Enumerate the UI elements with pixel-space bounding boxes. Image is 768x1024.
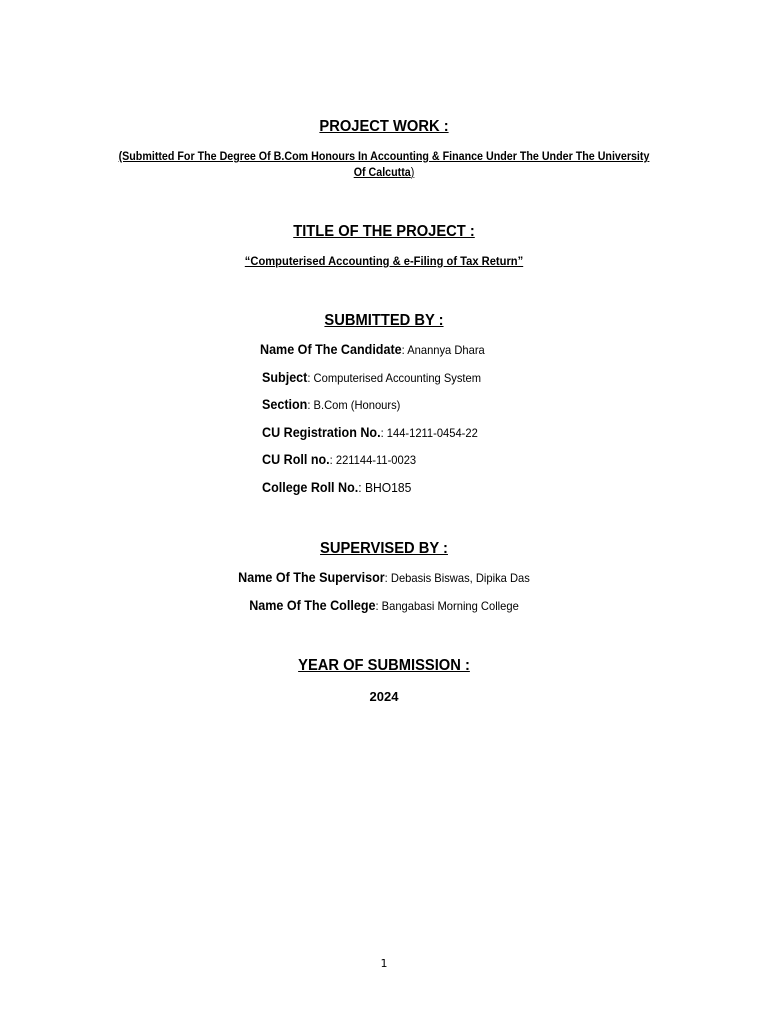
field-value: : BHO185 xyxy=(358,480,412,495)
field-value: : B.Com (Honours) xyxy=(307,398,401,412)
candidate-name-field xyxy=(260,342,485,357)
submission-year: 2024 xyxy=(369,689,399,704)
page-number: 1 xyxy=(380,957,388,970)
field-value: : 144-1211-0454-22 xyxy=(380,426,478,440)
cu-roll-field xyxy=(262,452,416,467)
college-line xyxy=(27,598,741,613)
cu-registration-field xyxy=(262,425,478,440)
section-field xyxy=(262,397,400,412)
subject-field xyxy=(262,370,481,385)
field-label: Subject xyxy=(262,370,308,385)
submitted-by-heading: SUBMITTED BY : xyxy=(324,312,444,329)
supervised-by-heading: SUPERVISED BY : xyxy=(320,540,448,557)
college-roll-field xyxy=(262,480,411,495)
supervisor-label: Name Of The Supervisor xyxy=(238,570,385,585)
field-value: : 221144-11-0023 xyxy=(329,453,417,467)
subtitle-line-2 xyxy=(109,165,660,181)
college-value: : Bangabasi Morning College xyxy=(375,599,519,613)
subtitle-line-2-text: Of Calcutta xyxy=(353,167,411,179)
field-label: Section xyxy=(262,397,308,412)
field-label: College Roll No. xyxy=(262,480,359,495)
year-heading: YEAR OF SUBMISSION : xyxy=(298,657,470,674)
field-label: CU Roll no. xyxy=(262,452,330,467)
subtitle-close-paren: ) xyxy=(410,167,415,179)
field-label: CU Registration No. xyxy=(262,425,381,440)
project-work-subtitle xyxy=(109,149,660,181)
title-heading: TITLE OF THE PROJECT : xyxy=(293,223,475,240)
supervisor-value: : Debasis Biswas, Dipika Das xyxy=(384,571,530,585)
field-value: : Computerised Accounting System xyxy=(307,371,482,385)
subtitle-line-1: (Submitted For The Degree Of B.Com Honours In Accounting & Finance Under The Under The University xyxy=(118,151,650,163)
project-title: “Computerised Accounting & e-Filing of Tax Return” xyxy=(244,254,524,268)
field-label: Name Of The Candidate xyxy=(260,342,402,357)
project-work-heading: PROJECT WORK : xyxy=(319,118,449,135)
college-label: Name Of The College xyxy=(249,598,376,613)
supervisor-line xyxy=(27,570,741,585)
field-value: : Anannya Dhara xyxy=(401,343,485,357)
